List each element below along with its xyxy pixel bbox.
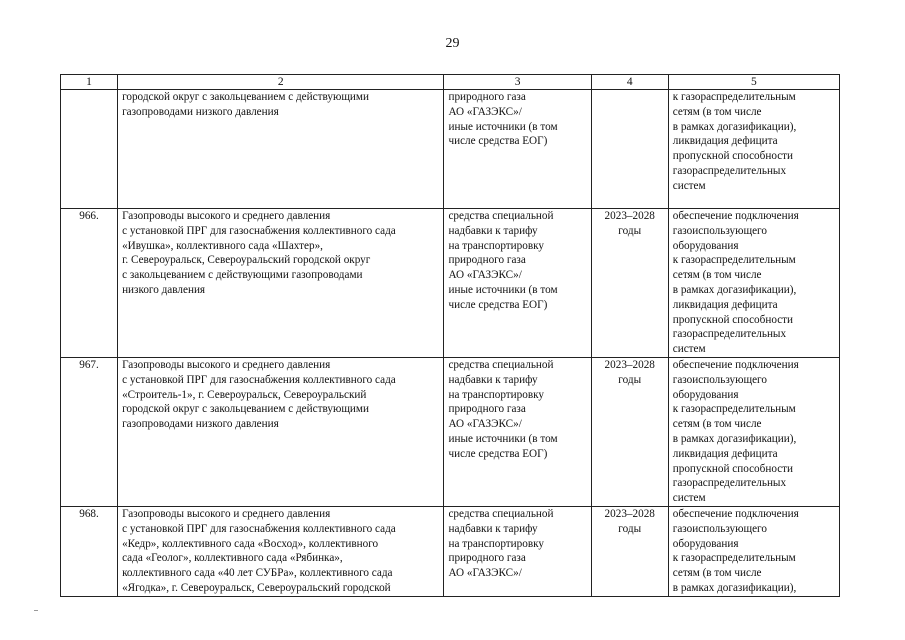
period-cell bbox=[591, 357, 668, 506]
funding-source-line: иные источники (в том bbox=[448, 283, 558, 296]
funding-source-line: на транспортировку bbox=[448, 239, 544, 252]
period-line: 2023–2028 bbox=[604, 358, 655, 371]
purpose-line: сетям (в том числе bbox=[672, 418, 762, 431]
period-line: годы bbox=[618, 522, 642, 535]
object-name-cell bbox=[118, 209, 444, 358]
funding-source-line: на транспортировку bbox=[448, 388, 544, 401]
purpose-line: газоиспользующего bbox=[672, 224, 767, 237]
row-number: 967. bbox=[61, 357, 118, 506]
purpose-line: пропускной способности bbox=[672, 313, 794, 326]
object-name-line: коллективного сада «40 лет СУБРа», коллективного сада bbox=[122, 567, 393, 580]
object-name-cell bbox=[118, 357, 444, 506]
object-name-cell bbox=[118, 506, 444, 596]
funding-source-line: АО «ГАЗЭКС»/ bbox=[448, 105, 522, 118]
object-name-line: газопроводами низкого давления bbox=[122, 418, 279, 431]
object-name-line: с установкой ПРГ для газоснабжения коллективного сада bbox=[122, 522, 396, 535]
purpose-line: ликвидация дефицита bbox=[672, 135, 778, 148]
funding-source-cell bbox=[444, 506, 591, 596]
funding-source-line: природного газа bbox=[448, 91, 526, 103]
page-number: 29 bbox=[445, 36, 460, 51]
funding-source-line: природного газа bbox=[448, 254, 526, 267]
table-row bbox=[61, 90, 840, 209]
funding-source-line: надбавки к тарифу bbox=[448, 224, 538, 237]
purpose-line: оборудования bbox=[672, 239, 739, 252]
period-line: 2023–2028 bbox=[604, 210, 655, 222]
header-col-5: 5 bbox=[668, 75, 839, 90]
funding-source-line: надбавки к тарифу bbox=[448, 373, 538, 386]
funding-source-line: иные источники (в том bbox=[448, 432, 558, 445]
object-name-line: г. Североуральск, Североуральский городской округ bbox=[122, 254, 371, 267]
purpose-line: систем bbox=[672, 492, 706, 505]
object-name-line: Газопроводы высокого и среднего давления bbox=[122, 358, 331, 371]
funding-source-line: числе средства ЕОГ) bbox=[448, 135, 548, 148]
purpose-line: ликвидация дефицита bbox=[672, 298, 778, 311]
period-cell bbox=[591, 90, 668, 209]
funding-source-line: числе средства ЕОГ) bbox=[448, 447, 548, 460]
purpose-line: обеспечение подключения bbox=[672, 507, 799, 520]
purpose-line: в рамках догазификации), bbox=[672, 120, 797, 133]
purpose-line: газораспределительных bbox=[672, 164, 787, 177]
purpose-line: пропускной способности bbox=[672, 462, 794, 475]
period-line: годы bbox=[618, 373, 642, 386]
purpose-line: к газораспределительным bbox=[672, 403, 796, 416]
funding-source-line: АО «ГАЗЭКС»/ bbox=[448, 418, 522, 431]
purpose-line: систем bbox=[672, 343, 706, 356]
row-number bbox=[61, 90, 118, 209]
purpose-line: обеспечение подключения bbox=[672, 358, 799, 371]
purpose-line: оборудования bbox=[672, 388, 739, 401]
purpose-cell bbox=[668, 357, 839, 506]
funding-source-line: средства специальной bbox=[448, 507, 554, 520]
program-table bbox=[60, 74, 840, 597]
purpose-cell bbox=[668, 90, 839, 209]
purpose-line: газоиспользующего bbox=[672, 522, 767, 535]
purpose-line: сетям (в том числе bbox=[672, 105, 762, 118]
period-line: 2023–2028 bbox=[604, 507, 655, 520]
period-cell bbox=[591, 506, 668, 596]
table-row bbox=[61, 506, 840, 596]
header-col-3: 3 bbox=[444, 75, 591, 90]
object-name-line: газопроводами низкого давления bbox=[122, 105, 279, 118]
purpose-line: пропускной способности bbox=[672, 150, 794, 163]
row-number: 968. bbox=[61, 506, 118, 596]
object-name-line: «Кедр», коллективного сада «Восход», коллективного bbox=[122, 537, 379, 550]
purpose-line: оборудования bbox=[672, 537, 739, 550]
purpose-line: обеспечение подключения bbox=[672, 210, 799, 222]
purpose-cell bbox=[668, 209, 839, 358]
object-name-line: низкого давления bbox=[122, 283, 206, 296]
object-name-line: Газопроводы высокого и среднего давления bbox=[122, 210, 331, 222]
purpose-line: газораспределительных bbox=[672, 328, 787, 341]
funding-source-line: числе средства ЕОГ) bbox=[448, 298, 548, 311]
purpose-line: к газораспределительным bbox=[672, 91, 796, 103]
purpose-line: сетям (в том числе bbox=[672, 567, 762, 580]
funding-source-line: иные источники (в том bbox=[448, 120, 558, 133]
funding-source-line: АО «ГАЗЭКС»/ bbox=[448, 269, 522, 282]
table-row bbox=[61, 209, 840, 358]
purpose-line: газораспределительных bbox=[672, 477, 787, 490]
table-row bbox=[61, 357, 840, 506]
object-name-cell bbox=[118, 90, 444, 209]
funding-source-line: средства специальной bbox=[448, 210, 554, 222]
object-name-line: с установкой ПРГ для газоснабжения коллективного сада bbox=[122, 373, 396, 386]
header-col-2: 2 bbox=[118, 75, 444, 90]
purpose-line: в рамках догазификации), bbox=[672, 283, 797, 296]
object-name-line: сада «Геолог», коллективного сада «Рябинка», bbox=[122, 552, 343, 565]
purpose-line: к газораспределительным bbox=[672, 254, 796, 267]
funding-source-line: природного газа bbox=[448, 552, 526, 565]
funding-source-line: АО «ГАЗЭКС»/ bbox=[448, 567, 522, 580]
object-name-line: с установкой ПРГ для газоснабжения коллективного сада bbox=[122, 224, 396, 237]
funding-source-line: надбавки к тарифу bbox=[448, 522, 538, 535]
funding-source-line: на транспортировку bbox=[448, 537, 544, 550]
object-name-line: «Строитель-1», г. Североуральск, Североуральский bbox=[122, 388, 367, 401]
header-row bbox=[61, 75, 840, 90]
funding-source-cell bbox=[444, 90, 591, 209]
purpose-cell bbox=[668, 506, 839, 596]
purpose-line: ликвидация дефицита bbox=[672, 447, 778, 460]
purpose-line: в рамках догазификации), bbox=[672, 432, 797, 445]
header-col-1: 1 bbox=[61, 75, 118, 90]
scan-speck bbox=[34, 610, 38, 611]
object-name-line: «Ягодка», г. Североуральск, Североуральский городской bbox=[122, 581, 391, 594]
purpose-line: газоиспользующего bbox=[672, 373, 767, 386]
purpose-line: в рамках догазификации), bbox=[672, 581, 797, 594]
funding-source-cell bbox=[444, 209, 591, 358]
funding-source-line: природного газа bbox=[448, 403, 526, 416]
object-name-line: с закольцеванием с действующими газопроводами bbox=[122, 269, 363, 282]
period-line: годы bbox=[618, 224, 642, 237]
funding-source-cell bbox=[444, 357, 591, 506]
object-name-line: городской округ с закольцеванием с действующими bbox=[122, 91, 369, 103]
purpose-line: сетям (в том числе bbox=[672, 269, 762, 282]
object-name-line: городской округ с закольцеванием с действующими bbox=[122, 403, 369, 416]
object-name-line: «Ивушка», коллективного сада «Шахтер», bbox=[122, 239, 323, 252]
header-col-4: 4 bbox=[591, 75, 668, 90]
row-number: 966. bbox=[61, 209, 118, 358]
purpose-line: систем bbox=[672, 179, 706, 192]
period-cell bbox=[591, 209, 668, 358]
funding-source-line: средства специальной bbox=[448, 358, 554, 371]
object-name-line: Газопроводы высокого и среднего давления bbox=[122, 507, 331, 520]
purpose-line: к газораспределительным bbox=[672, 552, 796, 565]
